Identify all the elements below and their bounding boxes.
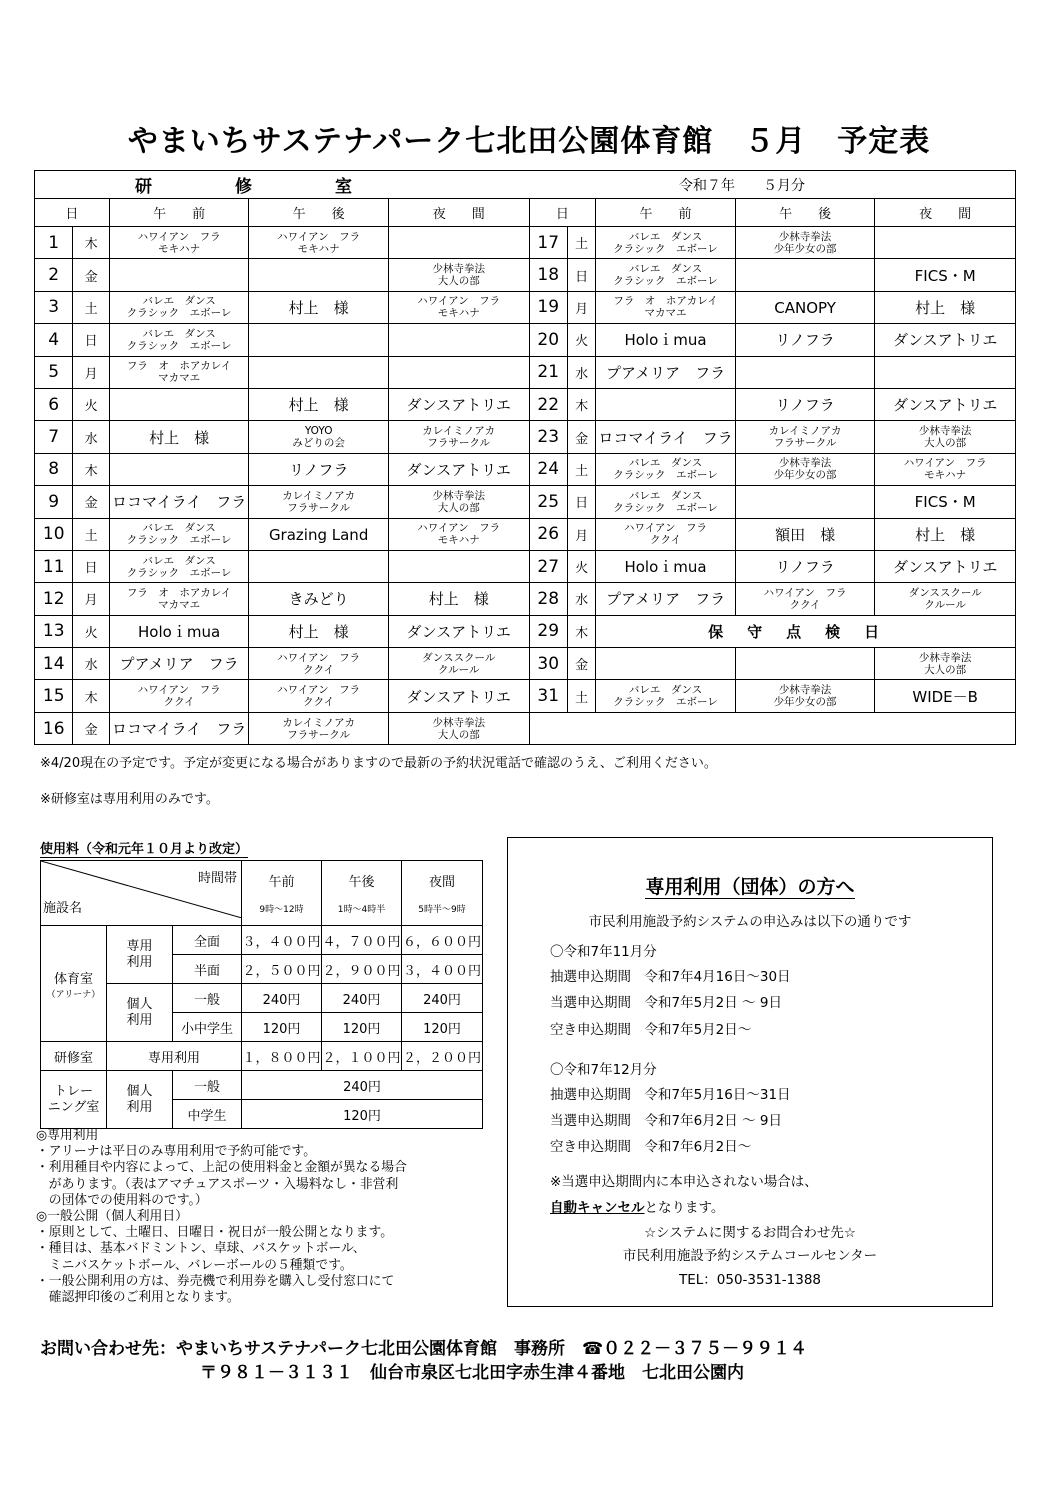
fees-title: 使用料（令和元年１０月より改定） — [40, 838, 248, 858]
day-number: 27 — [529, 550, 567, 582]
contact-line-1: お問い合わせ先：やまいちサステナパーク七北田公園体育館 事務所 ☎０２２－３７５－９９１４ — [40, 1339, 808, 1359]
slot-am: バレエ ダンス クラシック エボーレ — [596, 227, 736, 259]
nov-vacancy: 空き申込期間 令和7年5月2日～ — [550, 1022, 752, 1038]
fees-general-pm: 240円 — [322, 984, 402, 1013]
fees-general: 一般 — [173, 984, 242, 1013]
slot-ev: 少林寺拳法 大人の部 — [388, 486, 529, 518]
weekday: 木 — [73, 227, 109, 259]
dec-head: 〇令和7年12月分 — [550, 1062, 657, 1078]
empty-cell — [529, 712, 1015, 744]
slot-ev: ハワイアン フラ モキハナ — [388, 518, 529, 550]
period-label: 令和７年 ５月分 — [529, 171, 1015, 199]
weekday: 月 — [567, 291, 595, 323]
table-row — [35, 680, 1016, 712]
fees-corner — [41, 861, 242, 926]
table-row — [35, 453, 1016, 485]
col-header-pm: 午 後 — [249, 199, 389, 227]
col-header-ev: 夜 間 — [875, 199, 1016, 227]
fees-student-ev: 120円 — [402, 1013, 483, 1042]
slot-pm: 村上 様 — [249, 615, 389, 647]
fees-gym-training: トレー ニング室 — [41, 1071, 107, 1129]
slot-ev: 少林寺拳法 大人の部 — [388, 712, 529, 744]
slot-pm: 少林寺拳法 少年少女の部 — [735, 680, 875, 712]
slot-ev: ハワイアン フラ モキハナ — [388, 291, 529, 323]
slot-pm — [735, 648, 875, 680]
slot-am: ハワイアン フラ モキハナ — [109, 227, 249, 259]
maintenance-cell: 保守点検日 — [596, 615, 1016, 647]
slot-pm: カレイミノアカ フラサークル — [249, 486, 389, 518]
fee-note-line: の団体での使用料のです。） — [36, 1192, 208, 1208]
slot-am: バレエ ダンス クラシック エボーレ — [596, 486, 736, 518]
day-number: 28 — [529, 583, 567, 615]
slot-ev: 村上 様 — [388, 583, 529, 615]
weekday: 水 — [73, 421, 109, 453]
weekday: 金 — [567, 648, 595, 680]
box-auto-cancel: 自動キャンセルとなります。 — [550, 1200, 725, 1216]
fees-full-am: ３，４００円 — [242, 926, 322, 955]
fee-note-line: があります。（表はアマチュアスポーツ・入場料なし・非営利 — [36, 1176, 399, 1192]
note-room: ※研修室は専用利用のみです。 — [40, 792, 219, 807]
day-number: 29 — [529, 615, 567, 647]
weekday: 金 — [73, 712, 109, 744]
day-number: 8 — [35, 453, 73, 485]
fees-training-room: 研修室 — [41, 1042, 107, 1071]
day-number: 30 — [529, 648, 567, 680]
day-number: 11 — [35, 550, 73, 582]
fees-half-pm: ２，９００円 — [322, 955, 402, 984]
table-row — [35, 388, 1016, 420]
slot-am: プアメリア フラ — [596, 583, 736, 615]
slot-ev — [875, 227, 1016, 259]
slot-am: バレエ ダンス クラシック エボーレ — [109, 550, 249, 582]
fee-note-line: ・アリーナは平日のみ専用利用で予約可能です。 — [36, 1144, 316, 1160]
fees-table — [40, 860, 483, 1129]
day-number: 19 — [529, 291, 567, 323]
weekday: 火 — [73, 388, 109, 420]
nov-win: 当選申込期間 令和7年5月2日 ～ 9日 — [550, 995, 782, 1011]
slot-pm: ハワイアン フラ モキハナ — [249, 227, 389, 259]
slot-am: ロコマイライ フラ — [109, 712, 249, 744]
room-label: 研 修 室 — [35, 171, 530, 199]
slot-am — [596, 648, 736, 680]
col-header-am: 午 前 — [596, 199, 736, 227]
slot-pm: YOYO みどりの会 — [249, 421, 389, 453]
day-number: 16 — [35, 712, 73, 744]
day-number: 31 — [529, 680, 567, 712]
slot-am — [596, 388, 736, 420]
box-intro: 市民利用施設予約システムの申込みは以下の通りです — [588, 914, 912, 930]
slot-ev: WIDE－B — [875, 680, 1016, 712]
slot-pm — [249, 356, 389, 388]
box-center: 市民利用施設予約システムコールセンター — [622, 1248, 878, 1264]
slot-am — [109, 453, 249, 485]
slot-ev: FICS・M — [875, 259, 1016, 291]
day-number: 13 — [35, 615, 73, 647]
slot-ev — [388, 227, 529, 259]
fees-half-am: ２，５００円 — [242, 955, 322, 984]
slot-pm: リノフラ — [735, 550, 875, 582]
weekday: 水 — [567, 356, 595, 388]
slot-am: ハワイアン フラ ククイ — [596, 518, 736, 550]
day-number: 12 — [35, 583, 73, 615]
slot-pm: Grazing Land — [249, 518, 389, 550]
dec-win: 当選申込期間 令和7年6月2日 ～ 9日 — [550, 1113, 782, 1129]
weekday: 土 — [73, 291, 109, 323]
day-number: 17 — [529, 227, 567, 259]
day-number: 2 — [35, 259, 73, 291]
col-header-ev: 夜 間 — [388, 199, 529, 227]
weekday: 月 — [73, 583, 109, 615]
weekday: 土 — [567, 680, 595, 712]
day-number: 20 — [529, 324, 567, 356]
weekday: 土 — [567, 227, 595, 259]
slot-ev: ダンスアトリエ — [388, 615, 529, 647]
day-number: 24 — [529, 453, 567, 485]
slot-ev — [388, 324, 529, 356]
slot-ev: ダンススクール クルール — [875, 583, 1016, 615]
fees-student-am: 120円 — [242, 1013, 322, 1042]
weekday: 水 — [73, 648, 109, 680]
table-row — [35, 712, 1016, 744]
fees-col-am: 午前 9時～12時 — [242, 861, 322, 926]
fee-note-line: ・種目は、基本バドミントン、卓球、バスケットボール、 — [36, 1241, 366, 1257]
slot-am — [109, 259, 249, 291]
slot-am: ロコマイライ フラ — [109, 486, 249, 518]
box-inquiry: ☆システムに関するお問合わせ先☆ — [644, 1225, 856, 1241]
fees-student-pm: 120円 — [322, 1013, 402, 1042]
fees-student: 小中学生 — [173, 1013, 242, 1042]
slot-am: プアメリア フラ — [596, 356, 736, 388]
slot-am: バレエ ダンス クラシック エボーレ — [596, 453, 736, 485]
slot-am: Holoｉmua — [109, 615, 249, 647]
fees-training-pm: ２，１００円 — [322, 1042, 402, 1071]
slot-am: ハワイアン フラ ククイ — [109, 680, 249, 712]
slot-pm: リノフラ — [249, 453, 389, 485]
slot-pm: ハワイアン フラ ククイ — [735, 583, 875, 615]
box-tel: TEL：050-3531-1388 — [678, 1272, 822, 1288]
dec-vacancy: 空き申込期間 令和7年6月2日～ — [550, 1139, 752, 1155]
fee-note-line: ・原則として、土曜日、日曜日・祝日が一般公開となります。 — [36, 1225, 394, 1241]
slot-ev: 少林寺拳法 大人の部 — [875, 421, 1016, 453]
slot-pm: リノフラ — [735, 324, 875, 356]
slot-pm — [735, 259, 875, 291]
reservation-info-box — [507, 837, 993, 1307]
day-number: 26 — [529, 518, 567, 550]
slot-ev: 村上 様 — [875, 518, 1016, 550]
table-row — [35, 421, 1016, 453]
fee-notes — [36, 1128, 506, 1306]
table-row — [35, 518, 1016, 550]
slot-pm: きみどり — [249, 583, 389, 615]
weekday: 日 — [73, 324, 109, 356]
fees-half-ev: ３，４００円 — [402, 955, 483, 984]
table-row — [35, 324, 1016, 356]
slot-ev: ダンスアトリエ — [875, 550, 1016, 582]
slot-am: バレエ ダンス クラシック エボーレ — [109, 518, 249, 550]
slot-am: バレエ ダンス クラシック エボーレ — [596, 259, 736, 291]
table-row — [35, 486, 1016, 518]
fees-gt-general-val: 240円 — [242, 1071, 483, 1100]
slot-ev: 村上 様 — [875, 291, 1016, 323]
dec-lottery: 抽選申込期間 令和7年5月16日～31日 — [550, 1087, 791, 1103]
slot-pm: 村上 様 — [249, 291, 389, 323]
weekday: 土 — [73, 518, 109, 550]
slot-am: 村上 様 — [109, 421, 249, 453]
slot-ev: ダンスアトリエ — [388, 388, 529, 420]
slot-am — [109, 388, 249, 420]
slot-pm: ハワイアン フラ ククイ — [249, 680, 389, 712]
slot-pm: CANOPY — [735, 291, 875, 323]
day-number: 1 — [35, 227, 73, 259]
table-row — [35, 356, 1016, 388]
fees-general-am: 240円 — [242, 984, 322, 1013]
slot-ev: FICS・M — [875, 486, 1016, 518]
fees-col-ev: 夜間 5時半～9時 — [402, 861, 483, 926]
table-row — [35, 550, 1016, 582]
slot-am: フラ オ ホアカレイ マカマエ — [596, 291, 736, 323]
slot-ev: 少林寺拳法 大人の部 — [875, 648, 1016, 680]
note-current: ※4/20現在の予定です。予定が変更になる場合がありますので最新の予約状況電話で確認のうえ、ご利用ください。 — [40, 756, 717, 771]
fee-note-line: ミニバスケットボール、バレーボールの５種類です。 — [36, 1257, 353, 1273]
weekday: 木 — [73, 680, 109, 712]
fee-note-line: ◎一般公開（個人利用日） — [36, 1209, 188, 1225]
slot-am: Holoｉmua — [596, 550, 736, 582]
slot-pm: 少林寺拳法 少年少女の部 — [735, 227, 875, 259]
fee-note-line: ◎専用利用 — [36, 1128, 99, 1143]
slot-am: バレエ ダンス クラシック エボーレ — [596, 680, 736, 712]
fees-training-exclusive: 専用利用 — [107, 1042, 242, 1071]
day-number: 15 — [35, 680, 73, 712]
page-title: やまいちサステナパーク七北田公園体育館 ５月 予定表 — [127, 124, 931, 159]
slot-am: プアメリア フラ — [109, 648, 249, 680]
box-title: 専用利用（団体）の方へ — [645, 876, 855, 898]
weekday: 月 — [73, 356, 109, 388]
fees-full: 全面 — [173, 926, 242, 955]
day-number: 7 — [35, 421, 73, 453]
fees-training-ev: ２，２００円 — [402, 1042, 483, 1071]
box-warn: ※当選申込期間内に本申込されない場合は、 — [550, 1174, 818, 1190]
weekday: 水 — [567, 583, 595, 615]
slot-pm: 額田 様 — [735, 518, 875, 550]
weekday: 金 — [73, 486, 109, 518]
col-header-day: 日 — [35, 199, 110, 227]
fees-gt-individual: 個人 利用 — [107, 1071, 173, 1129]
schedule-table — [34, 170, 1016, 745]
slot-pm: カレイミノアカ フラサークル — [735, 421, 875, 453]
slot-am: Holoｉmua — [596, 324, 736, 356]
weekday: 日 — [567, 486, 595, 518]
fees-gt-middle-val: 120円 — [242, 1100, 483, 1129]
day-number: 22 — [529, 388, 567, 420]
fees-general-ev: 240円 — [402, 984, 483, 1013]
slot-ev: ダンスアトリエ — [875, 324, 1016, 356]
slot-ev — [388, 356, 529, 388]
slot-pm: ハワイアン フラ ククイ — [249, 648, 389, 680]
slot-am: フラ オ ホアカレイ マカマエ — [109, 356, 249, 388]
day-number: 21 — [529, 356, 567, 388]
weekday: 土 — [567, 453, 595, 485]
fees-gt-general: 一般 — [173, 1071, 242, 1100]
fees-gt-middle: 中学生 — [173, 1100, 242, 1129]
slot-ev: ハワイアン フラ モキハナ — [875, 453, 1016, 485]
weekday: 日 — [73, 550, 109, 582]
fees-gym: 体育室 （アリーナ） — [41, 926, 107, 1042]
slot-pm — [735, 486, 875, 518]
fees-col-pm: 午後 1時～4時半 — [322, 861, 402, 926]
day-number: 25 — [529, 486, 567, 518]
slot-pm — [249, 550, 389, 582]
weekday: 木 — [567, 615, 595, 647]
weekday: 火 — [567, 324, 595, 356]
fees-corner-bottom: 施設名 — [43, 901, 83, 916]
slot-ev: ダンスアトリエ — [388, 680, 529, 712]
slot-am: バレエ ダンス クラシック エボーレ — [109, 324, 249, 356]
slot-pm — [735, 356, 875, 388]
col-header-am: 午 前 — [109, 199, 249, 227]
day-number: 4 — [35, 324, 73, 356]
slot-ev — [875, 356, 1016, 388]
fees-exclusive: 専用 利用 — [107, 926, 173, 984]
fees-full-ev: ６，６００円 — [402, 926, 483, 955]
weekday: 木 — [567, 388, 595, 420]
slot-pm: カレイミノアカ フラサークル — [249, 712, 389, 744]
table-row — [35, 648, 1016, 680]
slot-pm: リノフラ — [735, 388, 875, 420]
slot-ev: ダンスアトリエ — [875, 388, 1016, 420]
slot-ev: ダンスアトリエ — [388, 453, 529, 485]
slot-pm: 少林寺拳法 少年少女の部 — [735, 453, 875, 485]
fee-note-line: ・利用種目や内容によって、上記の使用料金と金額が異なる場合 — [36, 1160, 407, 1176]
fees-corner-top: 時間帯 — [198, 871, 238, 886]
nov-lottery: 抽選申込期間 令和7年4月16日～30日 — [550, 969, 791, 985]
day-number: 14 — [35, 648, 73, 680]
col-header-pm: 午 後 — [735, 199, 875, 227]
slot-ev: カレイミノアカ フラサークル — [388, 421, 529, 453]
slot-pm: 村上 様 — [249, 388, 389, 420]
slot-ev: ダンススクール クルール — [388, 648, 529, 680]
weekday: 日 — [567, 259, 595, 291]
day-number: 10 — [35, 518, 73, 550]
day-number: 6 — [35, 388, 73, 420]
day-number: 5 — [35, 356, 73, 388]
fee-note-line: 確認押印後のご利用となります。 — [36, 1290, 240, 1306]
weekday: 火 — [567, 550, 595, 582]
weekday: 金 — [73, 259, 109, 291]
fees-individual: 個人 利用 — [107, 984, 173, 1042]
day-number: 9 — [35, 486, 73, 518]
day-number: 3 — [35, 291, 73, 323]
weekday: 月 — [567, 518, 595, 550]
contact-line-2: 〒９８１－３１３１ 仙台市泉区七北田字赤生津４番地 七北田公園内 — [200, 1363, 744, 1383]
table-row — [35, 583, 1016, 615]
table-row — [35, 291, 1016, 323]
slot-am: バレエ ダンス クラシック エボーレ — [109, 291, 249, 323]
day-number: 23 — [529, 421, 567, 453]
day-number: 18 — [529, 259, 567, 291]
slot-am: ロコマイライ フラ — [596, 421, 736, 453]
fee-note-line: ・一般公開利用の方は、券売機で利用券を購入し受付窓口にて — [36, 1273, 395, 1289]
fees-training-am: １，８００円 — [242, 1042, 322, 1071]
table-row — [35, 259, 1016, 291]
table-row — [35, 615, 1016, 647]
table-row — [35, 227, 1016, 259]
slot-pm — [249, 324, 389, 356]
slot-am: フラ オ ホアカレイ マカマエ — [109, 583, 249, 615]
fees-half: 半面 — [173, 955, 242, 984]
weekday: 金 — [567, 421, 595, 453]
weekday: 木 — [73, 453, 109, 485]
weekday: 火 — [73, 615, 109, 647]
slot-pm — [249, 259, 389, 291]
slot-ev: 少林寺拳法 大人の部 — [388, 259, 529, 291]
fees-full-pm: ４，７００円 — [322, 926, 402, 955]
col-header-day: 日 — [529, 199, 596, 227]
nov-head: 〇令和7年11月分 — [550, 944, 657, 960]
slot-ev — [388, 550, 529, 582]
